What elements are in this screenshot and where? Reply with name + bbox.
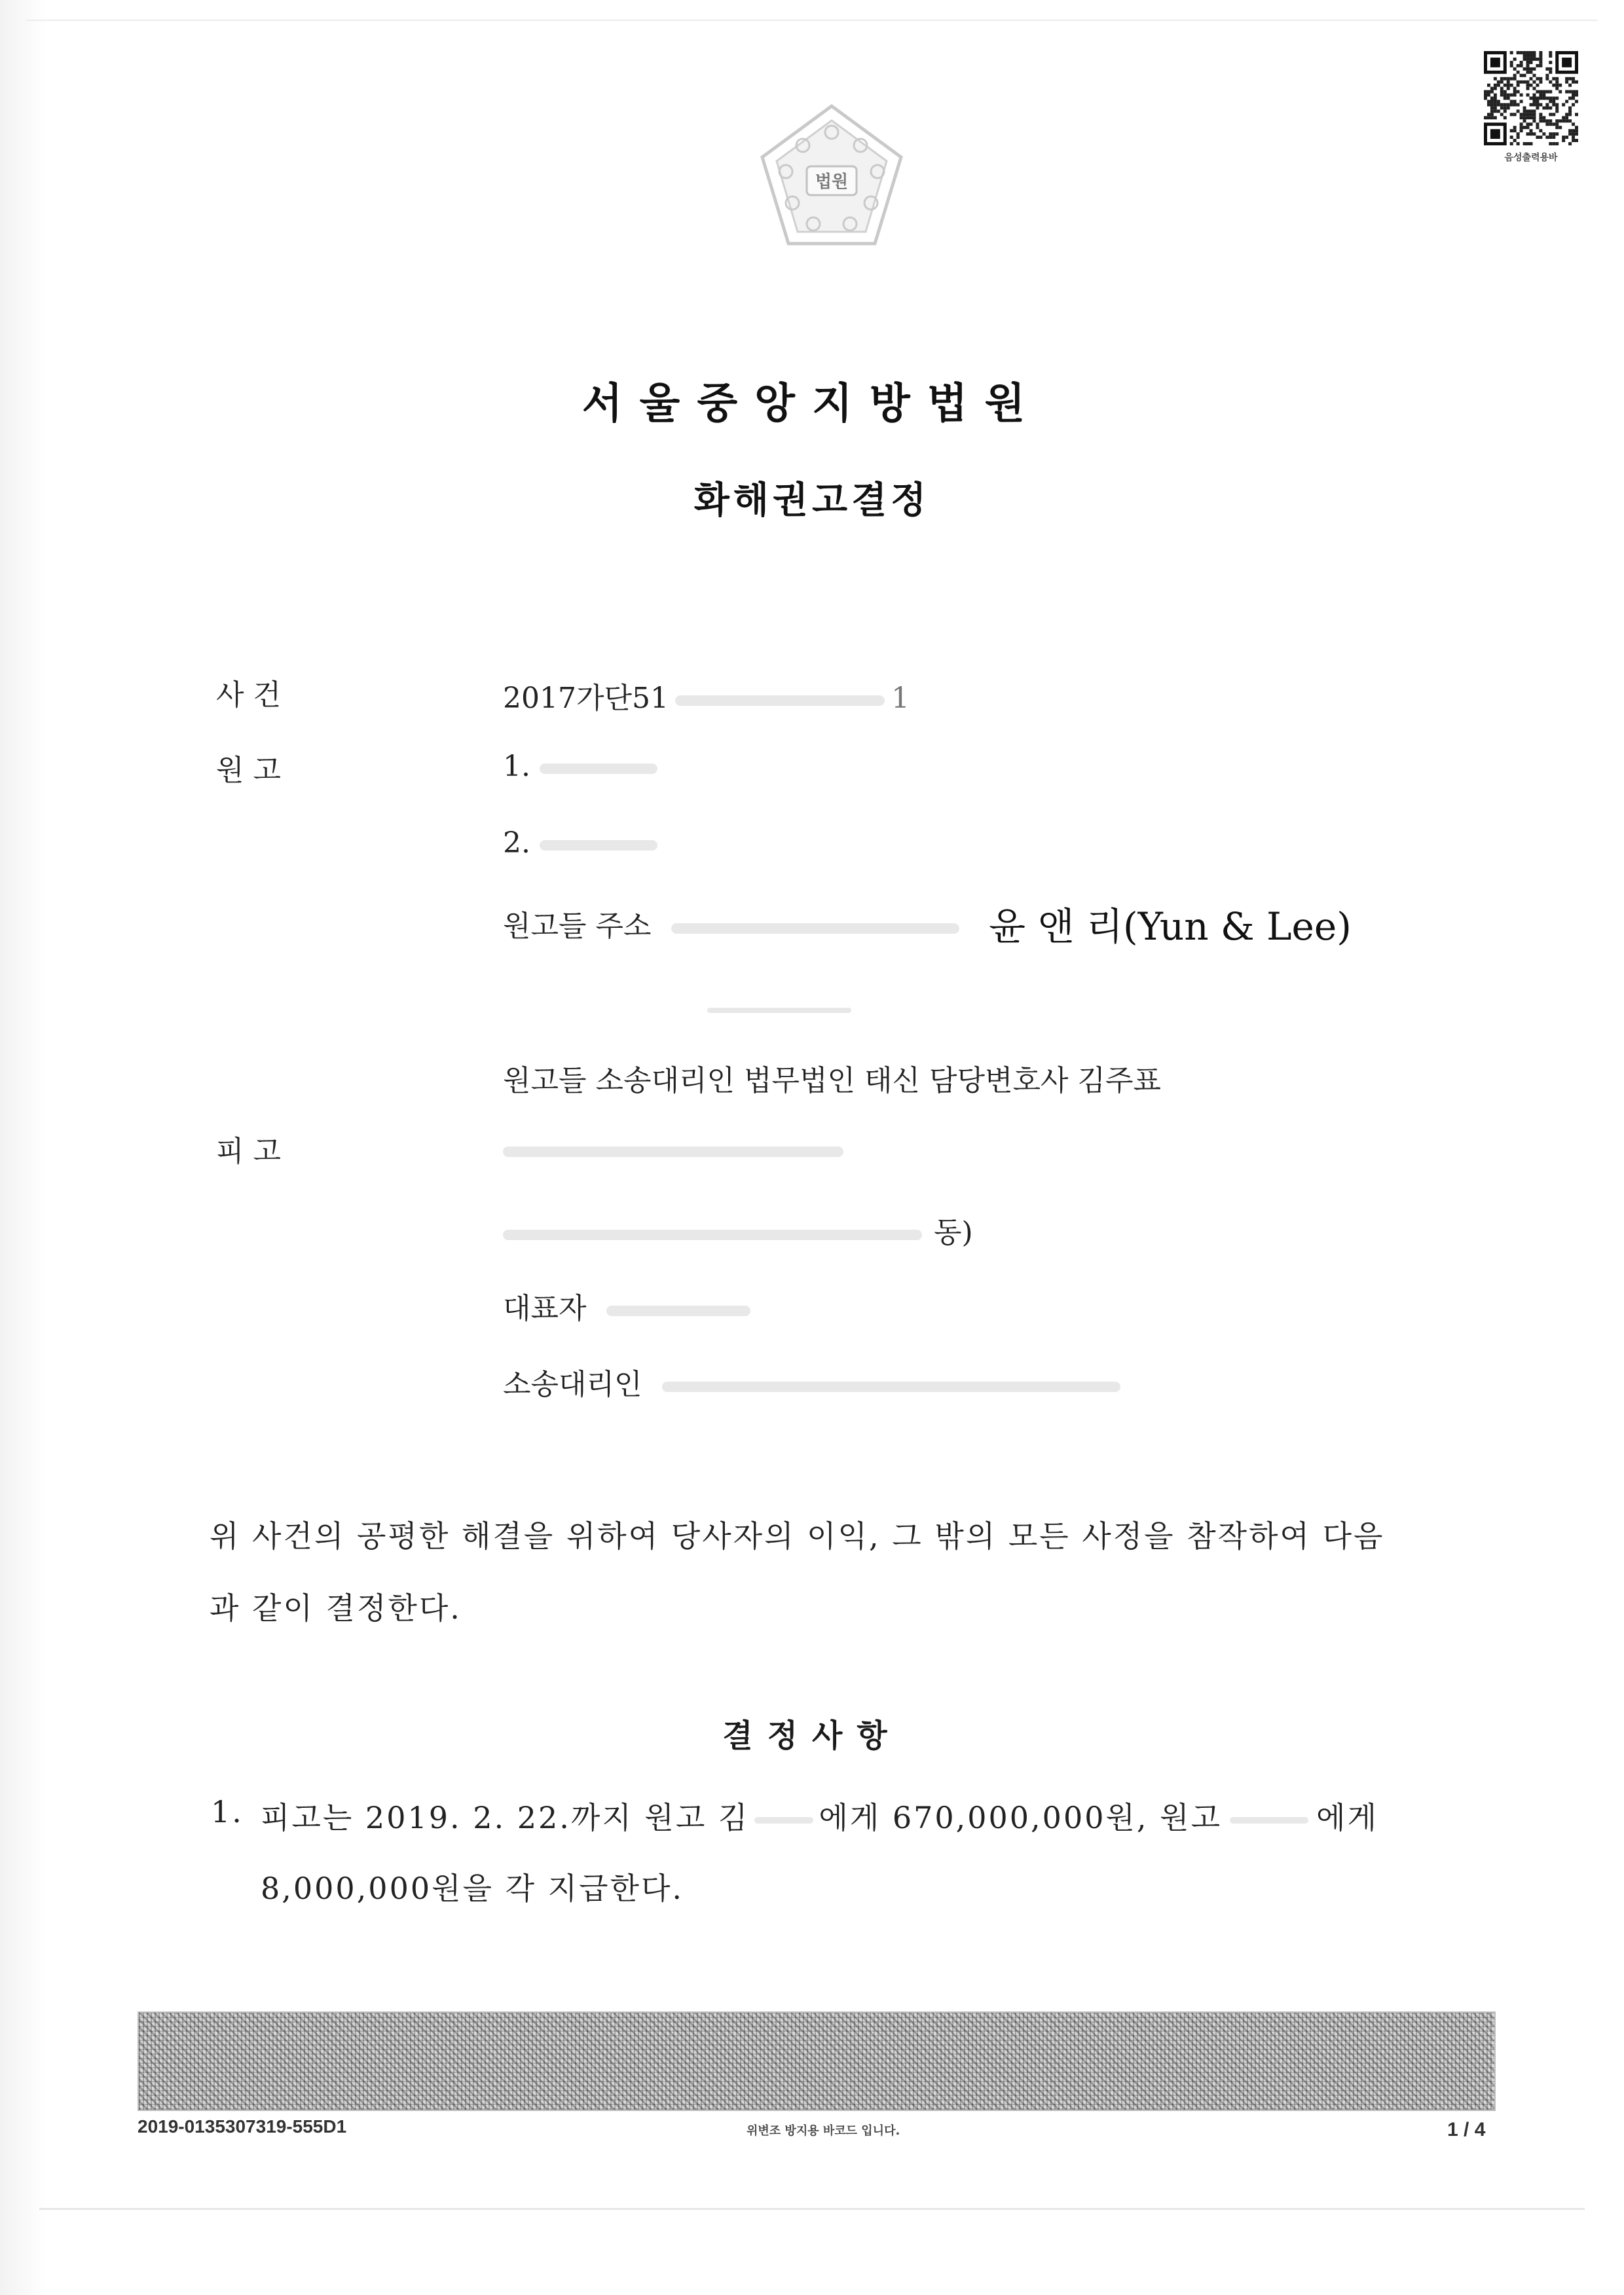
redaction-line xyxy=(707,1003,851,1016)
redaction xyxy=(754,1817,813,1824)
defendant-representative xyxy=(503,1285,750,1327)
item-1-line-1b: 에게 670,000,000원, 원고 xyxy=(819,1800,1223,1835)
redaction xyxy=(675,695,885,706)
defendant-label: 피 고 xyxy=(216,1135,281,1168)
qr-code-block xyxy=(1484,51,1578,161)
court-name: 서울중앙지방법원 xyxy=(581,380,1043,428)
intro-line-2: 과 같이 결정한다. xyxy=(210,1590,462,1626)
redaction xyxy=(671,923,959,934)
case-number xyxy=(503,674,910,716)
redaction xyxy=(1230,1817,1308,1824)
emblem-label: 법원 xyxy=(815,172,849,192)
plaintiff-address-label: 원고들 주소 xyxy=(503,909,652,943)
plaintiff-counsel: 원고들 소송대리인 법무법인 태신 담당변호사 김주표 xyxy=(503,1064,1162,1097)
qr-code-icon xyxy=(1484,51,1578,145)
scan-shadow xyxy=(0,0,46,2295)
defendant-counsel xyxy=(503,1361,1120,1403)
plaintiff-label: 원 고 xyxy=(216,754,281,787)
redaction xyxy=(540,763,657,774)
redaction xyxy=(540,840,657,851)
plaintiff-1-number: 1. xyxy=(503,750,530,783)
item-1-line-1a: 피고는 2019. 2. 22.까지 원고 김 xyxy=(261,1800,750,1835)
item-1-line-2: 8,000,000원을 각 지급한다. xyxy=(261,1871,684,1906)
qr-caption: 음성출력용바 xyxy=(1504,153,1558,163)
defendant-counsel-label: 소송대리인 xyxy=(503,1368,642,1401)
item-1-line-1 xyxy=(261,1794,1378,1837)
page-indicator: 1 / 4 xyxy=(1447,2119,1486,2140)
defendant-name xyxy=(503,1133,843,1166)
plaintiff-address xyxy=(503,902,959,944)
plaintiff-1 xyxy=(503,750,657,783)
anti-forgery-barcode xyxy=(138,2011,1496,2111)
redaction xyxy=(503,1230,922,1240)
redaction xyxy=(606,1306,750,1316)
court-emblem-icon xyxy=(753,98,910,255)
scan-artifact-top xyxy=(26,20,1598,21)
section-heading: 결정사항 xyxy=(722,1717,902,1754)
plaintiff-2-number: 2. xyxy=(503,826,530,860)
defendant-address xyxy=(503,1209,973,1251)
defendant-representative-label: 대표자 xyxy=(503,1292,587,1325)
document-id: 2019-0135307319-555D1 xyxy=(138,2116,347,2137)
case-number-text: 2017가단51 xyxy=(503,682,669,715)
redaction xyxy=(503,1147,843,1157)
barcode-note: 위변조 방지용 바코드 입니다. xyxy=(747,2124,900,2138)
law-firm-stamp: 윤 앤 리(Yun & Lee) xyxy=(989,904,1352,949)
intro-line-1: 위 사건의 공평한 해결을 위하여 당사자의 이익, 그 밖의 모든 사정을 참작하여 다음 xyxy=(210,1518,1385,1554)
item-1-line-1c: 에게 xyxy=(1316,1800,1378,1835)
redaction xyxy=(707,1008,851,1013)
document-title: 화해권고결정 xyxy=(693,479,931,522)
scan-artifact-bottom xyxy=(39,2208,1585,2210)
case-number-tail: 1 xyxy=(891,682,910,715)
defendant-address-tail: 동) xyxy=(934,1216,973,1249)
redaction xyxy=(662,1382,1120,1392)
case-label: 사 건 xyxy=(216,678,281,712)
plaintiff-2 xyxy=(503,826,657,860)
item-1-number: 1. xyxy=(211,1794,244,1829)
